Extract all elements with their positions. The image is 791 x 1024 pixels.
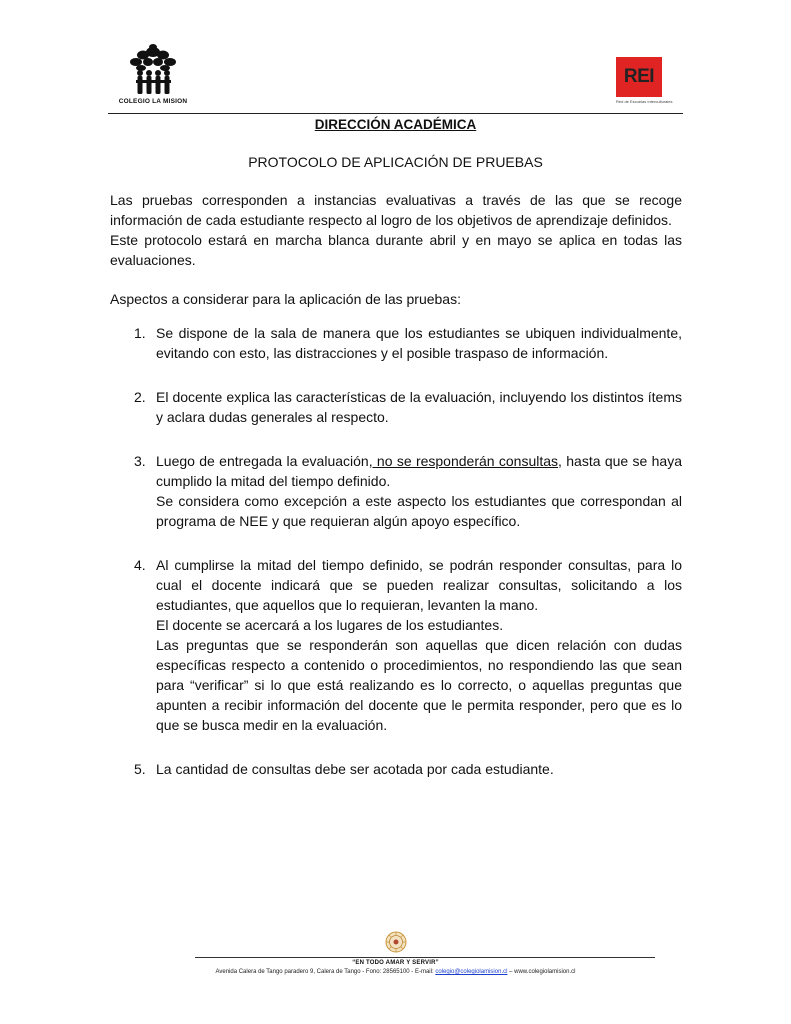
address-text: Avenida Calera de Tango paradero 9, Calera de Tango - Fono: 28565100 - E-mail: [215,969,434,975]
list-item [110,759,682,779]
tree-people-icon [108,42,198,98]
item-text: La cantidad de consultas debe ser acotada por cada estudiante. [156,761,554,777]
intro-paragraph [110,190,682,270]
item-number: 4. [134,557,146,573]
rei-logo-subtitle: Red de Escuelas Interculturales [616,99,673,104]
footer-motto: “EN TODO AMAR Y SERVIR” [352,960,439,966]
footer-divider [195,957,655,958]
emblem-icon [385,931,407,953]
school-logo [108,42,198,108]
item-number: 1. [134,325,146,341]
aspects-heading: Aspectos a considerar para la aplicación de las pruebas: [110,291,461,307]
item-text-2: El docente se acercará a los lugares de los estudiantes. [156,617,504,633]
intro-text-1: Las pruebas corresponden a instancias evaluativas a través de las que se recoge información de cada estudiante respecto al logro de los objetivos de aprendizaje definidos. [110,192,682,228]
document-title: DIRECCIÓN ACADÉMICA [314,117,477,132]
school-name: COLEGIO LA MISION [118,98,188,105]
list-item [110,387,682,427]
item-number: 5. [134,761,146,777]
item-text-before: Luego de entregada la evaluación [156,453,369,469]
list-item [110,555,682,735]
header-divider [108,113,683,114]
list-item [110,451,682,531]
document-subtitle: PROTOCOLO DE APLICACIÓN DE PRUEBAS [248,154,543,170]
item-text-3: Las preguntas que se responderán son aquellas que dicen relación con dudas específicas respecto a contenido o procedimientos, no respondiendo las que sean para “verificar” si lo que está realizando es lo correcto, o aquellas preguntas que apunten a recibir información del docente que le permita responder, pero que es lo que se busca medir en la evaluación. [156,637,682,733]
protocol-list [110,323,682,779]
item-number: 3. [134,453,146,469]
rei-logo [616,57,672,107]
item-text [156,451,682,491]
intro-text-2: Este protocolo estará en marcha blanca durante abril y en mayo se aplica en todas las evaluaciones. [110,232,682,268]
item-text-2: Se considera como excepción a este aspecto los estudiantes que correspondan al programa de NEE y que requieran algún apoyo específico. [156,493,682,529]
footer-address [0,969,791,975]
email-link[interactable]: colegio@colegiolamision.cl [435,969,508,975]
item-text: Se dispone de la sala de manera que los estudiantes se ubiquen individualmente, evitando con esto, las distracciones y el posible traspaso de información. [156,325,682,361]
list-item [110,323,682,363]
item-number: 2. [134,389,146,405]
item-text: Al cumplirse la mitad del tiempo definido, se podrán responder consultas, para lo cual el docente indicará que se pueden realizar consultas, solicitando a los estudiantes, que aquellos que lo requieran, levanten la mano. [156,557,682,613]
item-text-underlined: , no se responderán consultas [368,453,559,469]
website-text: – www.colegiolamision.cl [509,969,576,975]
rei-logo-text: REI [616,57,662,97]
item-text-after: , hasta que se haya cumplido la mitad del tiempo definido. [156,453,683,489]
item-text: El docente explica las características de la evaluación, incluyendo los distintos ítems y aclara dudas generales al respecto. [156,389,682,425]
